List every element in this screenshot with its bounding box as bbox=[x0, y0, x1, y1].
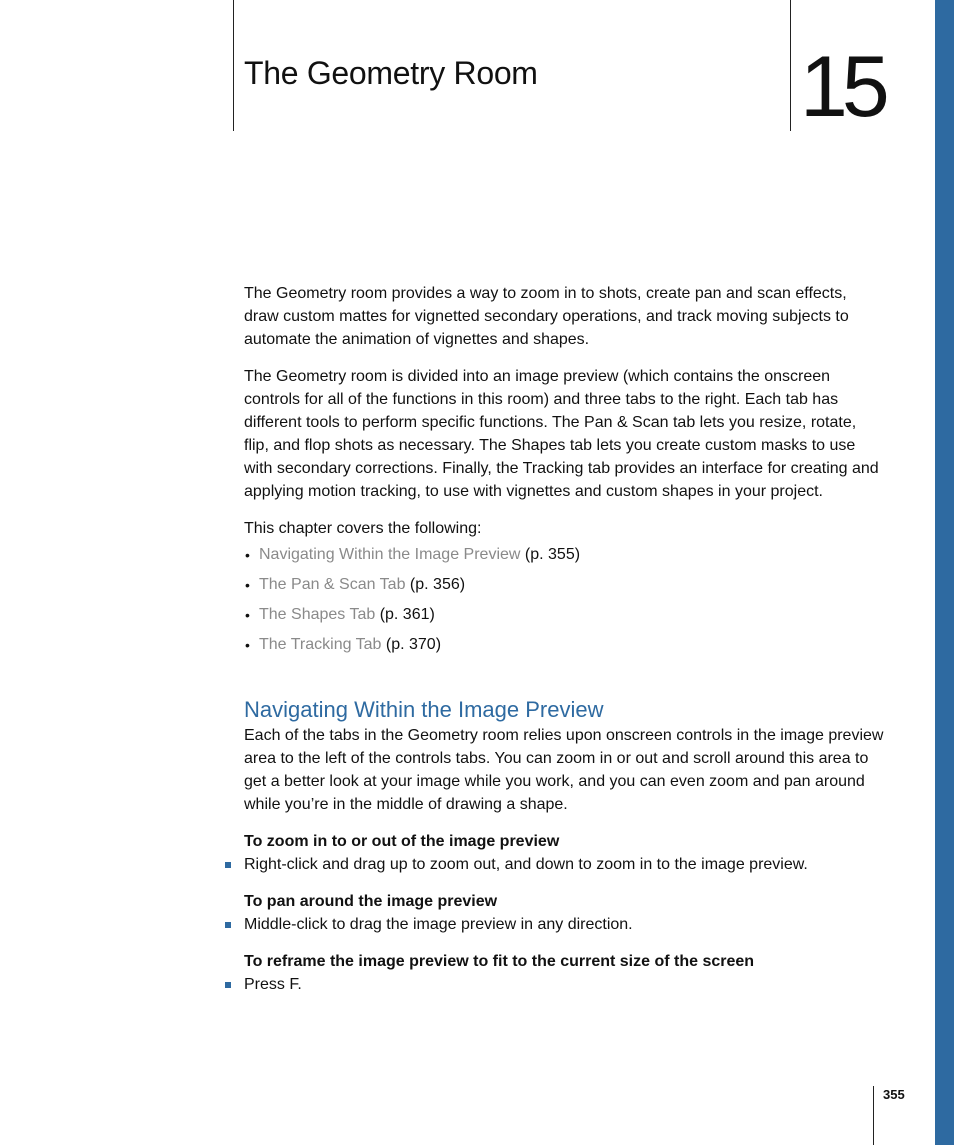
section-body: Each of the tabs in the Geometry room relies upon onscreen controls in the image preview area to the left of the controls tabs. You can zoom in or out and scroll around this area to get a better look at your image while you work, and you can even zoom and pan around while you’re in the middle of drawing a shape. bbox=[244, 727, 884, 813]
toc-page-ref: (p. 356) bbox=[409, 576, 466, 593]
toc-page-ref: (p. 370) bbox=[385, 636, 442, 653]
toc-link-navigating[interactable]: Navigating Within the Image Preview bbox=[259, 546, 521, 563]
toc-bullet: • bbox=[245, 577, 250, 593]
toc-item bbox=[244, 630, 884, 660]
covers-label: This chapter covers the following: bbox=[244, 520, 482, 537]
task-step-text: Middle-click to drag the image preview in any direction. bbox=[244, 916, 633, 933]
task-step bbox=[244, 913, 884, 936]
title-right-rule bbox=[790, 0, 791, 131]
task-heading: To pan around the image preview bbox=[244, 893, 498, 910]
task-step-text: Right-click and drag up to zoom out, and down to zoom in to the image preview. bbox=[244, 856, 808, 873]
toc-bullet: • bbox=[245, 547, 250, 563]
toc-link-pan-scan[interactable]: The Pan & Scan Tab bbox=[259, 576, 406, 593]
task-heading: To zoom in to or out of the image preview bbox=[244, 833, 560, 850]
toc-page-ref: (p. 355) bbox=[524, 546, 581, 563]
square-bullet-icon bbox=[225, 922, 231, 928]
toc-bullet: • bbox=[245, 607, 250, 623]
intro-paragraph-1: The Geometry room provides a way to zoom in to shots, create pan and scan effects, draw custom mattes for vignetted secondary operations, and track moving subjects to automate the animation of vignettes and shapes. bbox=[244, 285, 849, 348]
toc-bullet: • bbox=[245, 637, 250, 653]
page-content bbox=[244, 282, 884, 1010]
section-heading: Navigating Within the Image Preview bbox=[244, 697, 604, 722]
page-number: 355 bbox=[883, 1087, 905, 1102]
toc-page-ref: (p. 361) bbox=[379, 606, 435, 623]
chapter-side-bar bbox=[935, 0, 954, 1145]
square-bullet-icon bbox=[225, 982, 231, 988]
toc-link-tracking[interactable]: The Tracking Tab bbox=[259, 636, 382, 653]
footer-rule bbox=[873, 1086, 874, 1145]
task-heading: To reframe the image preview to fit to the current size of the screen bbox=[244, 953, 755, 970]
task-step bbox=[244, 973, 884, 996]
chapter-title: The Geometry Room bbox=[244, 55, 538, 91]
toc-item bbox=[244, 600, 884, 630]
square-bullet-icon bbox=[225, 862, 231, 868]
toc-item bbox=[244, 540, 884, 570]
task-step-text: Press F. bbox=[244, 976, 302, 993]
title-left-rule bbox=[233, 0, 234, 131]
toc-link-shapes[interactable]: The Shapes Tab bbox=[259, 606, 376, 623]
intro-paragraph-2: The Geometry room is divided into an image preview (which contains the onscreen controls for all of the functions in this room) and three tabs to the right. Each tab has different tools to perform specific functions. The Pan & Scan tab lets you resize, rotate, flip, and flop shots as necessary. The Shapes tab lets you create custom masks to use with secondary corrections. Finally, the Tracking tab provides an interface for creating and applying motion tracking, to use with vignettes and custom shapes in your project. bbox=[244, 368, 879, 500]
chapter-number: 15 bbox=[800, 39, 884, 135]
task-step bbox=[244, 853, 884, 876]
chapter-toc bbox=[244, 540, 884, 660]
toc-item bbox=[244, 570, 884, 600]
